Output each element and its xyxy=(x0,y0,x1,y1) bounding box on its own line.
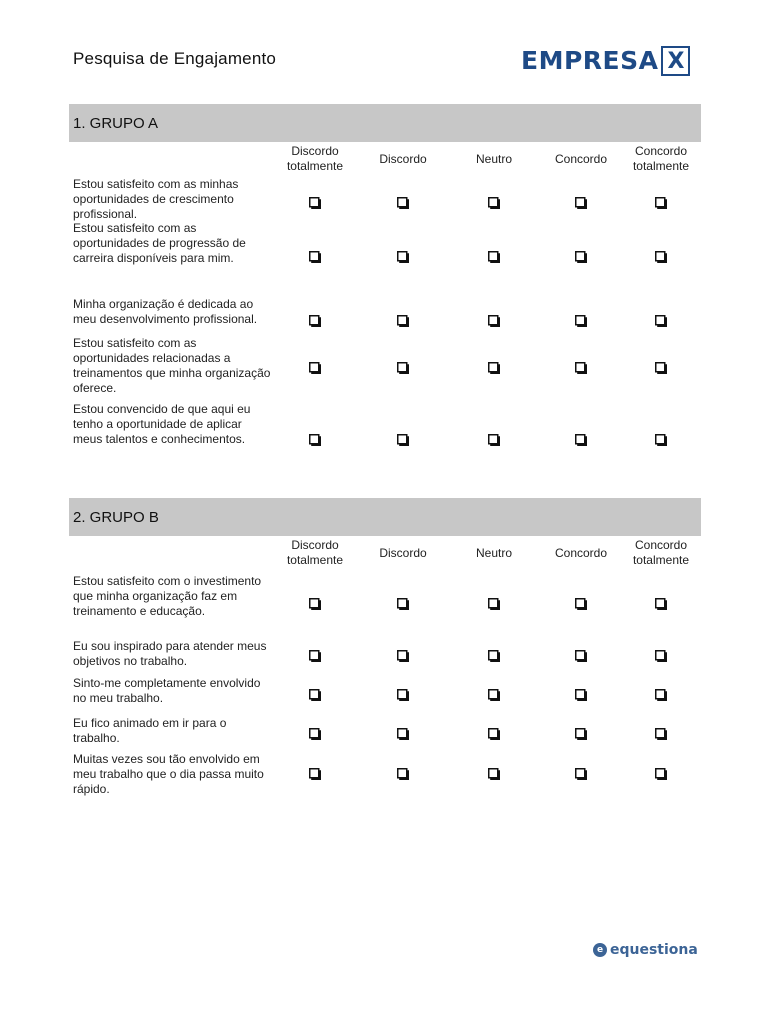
question-text: Estou satisfeito com as oportunidades relacionadas a treinamentos que minha organização oferece. xyxy=(73,336,271,395)
scale-header xyxy=(69,536,701,571)
question-row xyxy=(69,754,701,804)
question-row xyxy=(69,716,701,754)
question-text: Estou satisfeito com o investimento que minha organização faz em treinamento e educação. xyxy=(73,574,262,618)
checkbox-concordo-totalmente[interactable] xyxy=(655,315,667,327)
section-title: 2. GRUPO B xyxy=(69,498,701,536)
checkbox-neutro[interactable] xyxy=(488,689,500,701)
scale-label-concordo: Concordo xyxy=(554,545,608,560)
scale-label-discordo: Discordo xyxy=(379,151,427,166)
question-text: Estou convencido de que aqui eu tenho a oportunidade de aplicar meus talentos e conhecimentos. xyxy=(73,402,251,446)
survey-section-group-a xyxy=(69,104,701,456)
question-list xyxy=(69,571,701,804)
checkbox-concordo[interactable] xyxy=(575,251,587,263)
scale-label-discordo-totalmente: Discordo totalmente xyxy=(286,144,344,173)
checkbox-discordo-totalmente[interactable] xyxy=(309,315,321,327)
checkbox-concordo-totalmente[interactable] xyxy=(655,197,667,209)
checkbox-neutro[interactable] xyxy=(488,650,500,662)
checkbox-neutro[interactable] xyxy=(488,197,500,209)
scale-label-discordo-totalmente: Discordo totalmente xyxy=(286,538,344,567)
checkbox-discordo-totalmente[interactable] xyxy=(309,251,321,263)
checkbox-neutro[interactable] xyxy=(488,362,500,374)
question-row xyxy=(69,639,701,676)
footer-brand-text: equestiona xyxy=(610,942,698,958)
checkbox-discordo[interactable] xyxy=(397,650,409,662)
checkbox-concordo[interactable] xyxy=(575,434,587,446)
scale-header xyxy=(69,142,701,177)
checkbox-discordo[interactable] xyxy=(397,197,409,209)
checkbox-neutro[interactable] xyxy=(488,251,500,263)
checkbox-concordo-totalmente[interactable] xyxy=(655,768,667,780)
company-logo xyxy=(521,44,690,78)
checkbox-neutro[interactable] xyxy=(488,434,500,446)
question-row xyxy=(69,336,701,406)
question-text: Estou satisfeito com as minhas oportunidades de crescimento profissional. xyxy=(73,177,239,221)
checkbox-discordo[interactable] xyxy=(397,362,409,374)
checkbox-concordo-totalmente[interactable] xyxy=(655,650,667,662)
question-row xyxy=(69,402,701,456)
checkbox-discordo[interactable] xyxy=(397,598,409,610)
checkbox-concordo-totalmente[interactable] xyxy=(655,434,667,446)
scale-label-concordo: Concordo xyxy=(554,151,608,166)
checkbox-discordo[interactable] xyxy=(397,728,409,740)
question-list xyxy=(69,177,701,456)
question-row xyxy=(69,292,701,340)
checkbox-neutro[interactable] xyxy=(488,598,500,610)
survey-section-group-b xyxy=(69,498,701,804)
scale-label-neutro: Neutro xyxy=(475,545,513,560)
checkbox-concordo[interactable] xyxy=(575,689,587,701)
scale-label-concordo-totalmente: Concordo totalmente xyxy=(632,144,690,173)
checkbox-concordo-totalmente[interactable] xyxy=(655,598,667,610)
checkbox-discordo[interactable] xyxy=(397,768,409,780)
checkbox-discordo-totalmente[interactable] xyxy=(309,768,321,780)
checkbox-concordo[interactable] xyxy=(575,598,587,610)
checkbox-concordo-totalmente[interactable] xyxy=(655,251,667,263)
question-row xyxy=(69,221,701,292)
checkbox-discordo-totalmente[interactable] xyxy=(309,362,321,374)
checkbox-neutro[interactable] xyxy=(488,728,500,740)
checkbox-discordo-totalmente[interactable] xyxy=(309,689,321,701)
checkbox-discordo-totalmente[interactable] xyxy=(309,197,321,209)
checkbox-concordo[interactable] xyxy=(575,362,587,374)
checkbox-discordo-totalmente[interactable] xyxy=(309,434,321,446)
equestiona-logo-icon: e xyxy=(593,943,607,957)
checkbox-discordo-totalmente[interactable] xyxy=(309,728,321,740)
scale-label-neutro: Neutro xyxy=(475,151,513,166)
checkbox-discordo-totalmente[interactable] xyxy=(309,598,321,610)
checkbox-concordo-totalmente[interactable] xyxy=(655,728,667,740)
checkbox-concordo[interactable] xyxy=(575,768,587,780)
question-row xyxy=(69,571,701,639)
question-text: Estou satisfeito com as oportunidades de progressão de carreira disponíveis para mim. xyxy=(73,221,246,265)
page-title: Pesquisa de Engajamento xyxy=(73,49,277,68)
checkbox-discordo[interactable] xyxy=(397,689,409,701)
scale-label-concordo-totalmente: Concordo totalmente xyxy=(632,538,690,567)
question-text: Muitas vezes sou tão envolvido em meu trabalho que o dia passa muito rápido. xyxy=(73,752,264,796)
logo-mark: X xyxy=(661,46,690,76)
section-title: 1. GRUPO A xyxy=(69,104,701,142)
question-row xyxy=(69,676,701,716)
question-text: Eu sou inspirado para atender meus objetivos no trabalho. xyxy=(73,639,267,668)
question-text: Sinto-me completamente envolvido no meu trabalho. xyxy=(73,676,261,705)
checkbox-discordo[interactable] xyxy=(397,434,409,446)
checkbox-concordo[interactable] xyxy=(575,315,587,327)
question-text: Minha organização é dedicada ao meu desenvolvimento profissional. xyxy=(73,297,258,326)
question-text: Eu fico animado em ir para o trabalho. xyxy=(73,716,227,745)
checkbox-discordo-totalmente[interactable] xyxy=(309,650,321,662)
checkbox-concordo[interactable] xyxy=(575,650,587,662)
checkbox-neutro[interactable] xyxy=(488,768,500,780)
checkbox-concordo[interactable] xyxy=(575,197,587,209)
footer-brand xyxy=(593,942,698,958)
checkbox-concordo-totalmente[interactable] xyxy=(655,362,667,374)
logo-text: EMPRESA xyxy=(521,46,659,75)
scale-label-discordo: Discordo xyxy=(379,545,427,560)
checkbox-neutro[interactable] xyxy=(488,315,500,327)
question-row xyxy=(69,177,701,225)
checkbox-concordo[interactable] xyxy=(575,728,587,740)
checkbox-discordo[interactable] xyxy=(397,315,409,327)
checkbox-concordo-totalmente[interactable] xyxy=(655,689,667,701)
checkbox-discordo[interactable] xyxy=(397,251,409,263)
